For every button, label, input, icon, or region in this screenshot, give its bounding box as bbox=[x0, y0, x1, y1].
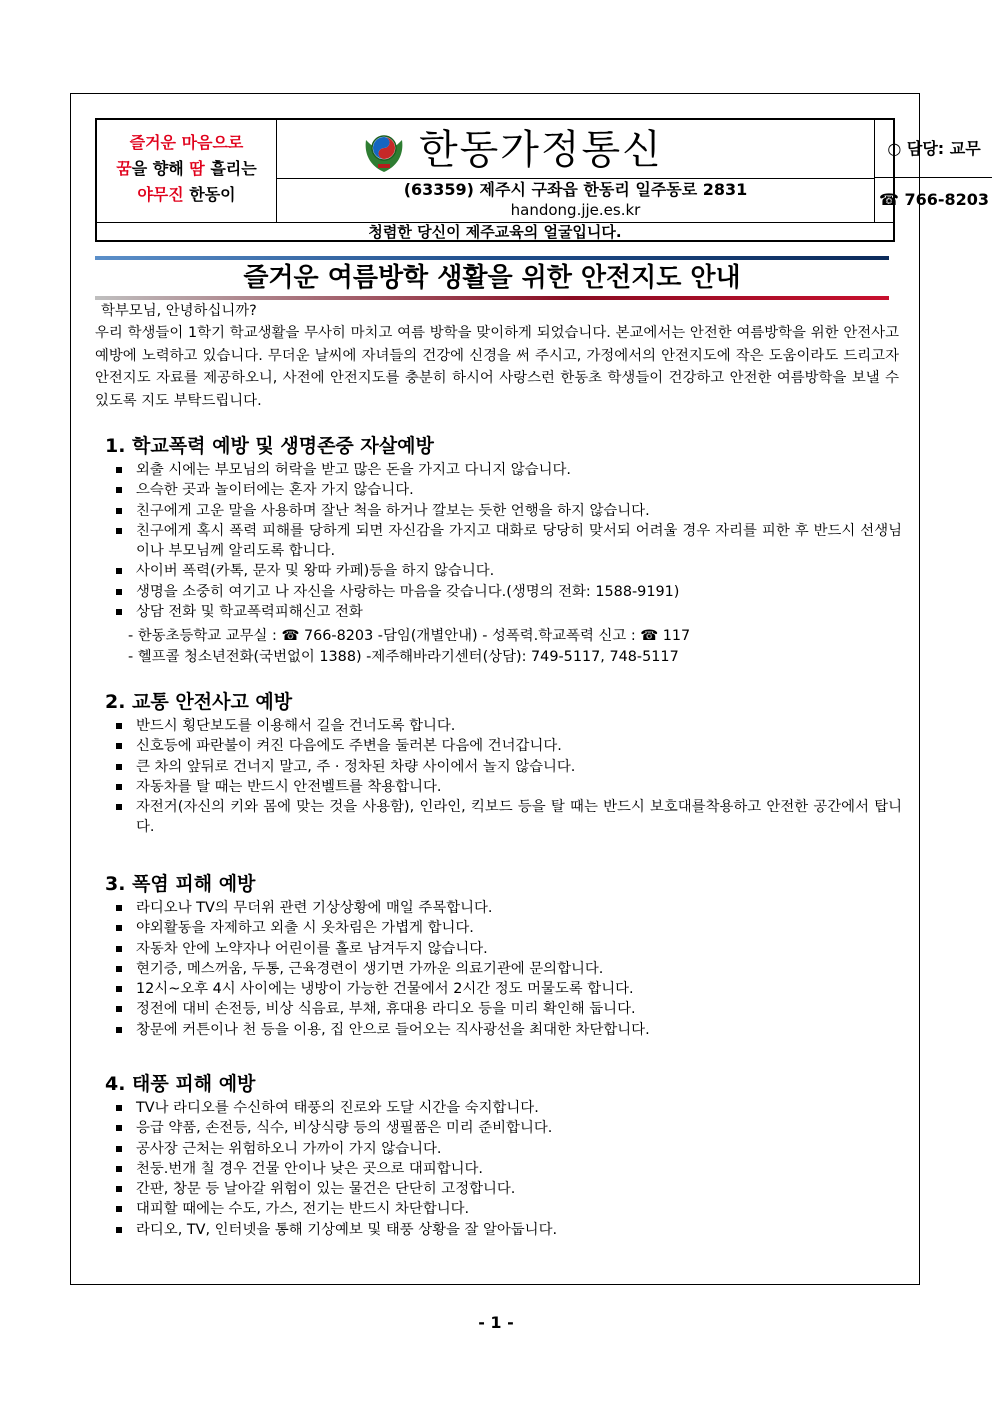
bullet-icon bbox=[116, 804, 122, 810]
section-title: 3. 폭염 피해 예방 bbox=[105, 873, 256, 895]
bullet-icon bbox=[116, 1105, 122, 1111]
newsletter-title: 한동가정통신 bbox=[419, 127, 663, 173]
section-2-list bbox=[112, 716, 902, 838]
bullet-icon bbox=[116, 528, 122, 534]
bullet-icon bbox=[116, 723, 122, 729]
bullet-icon bbox=[116, 925, 122, 931]
list-item: 생명을 소중히 여기고 나 자신을 사랑하는 마음을 갖습니다.(생명의 전화: 1588-9191) bbox=[112, 582, 902, 602]
bullet-icon bbox=[116, 905, 122, 911]
bullet-icon bbox=[116, 487, 122, 493]
main-title: 즐거운 여름방학 생활을 위한 안전지도 안내 bbox=[243, 263, 741, 293]
bullet-icon bbox=[116, 784, 122, 790]
list-item: 현기증, 메스꺼움, 두통, 근육경련이 생기면 가까운 의료기관에 문의합니다. bbox=[112, 959, 902, 979]
greeting: 학부모님, 안녕하십니까? bbox=[101, 303, 257, 319]
bullet-icon bbox=[116, 467, 122, 473]
school-emblem-icon bbox=[360, 128, 408, 176]
school-address-block bbox=[277, 180, 874, 220]
bullet-icon bbox=[116, 1006, 122, 1012]
list-item: 응급 약품, 손전등, 식수, 비상식량 등의 생필품은 미리 준비합니다. bbox=[112, 1118, 902, 1138]
page-number: - 1 - bbox=[478, 1313, 514, 1332]
school-url: handong.jje.es.kr bbox=[510, 201, 641, 219]
section-title: 4. 태풍 피해 예방 bbox=[105, 1073, 256, 1095]
header-motto: 청렴한 당신이 제주교육의 얼굴입니다. bbox=[97, 222, 893, 241]
bullet-icon bbox=[116, 1186, 122, 1192]
list-item: 간판, 창문 등 날아갈 위험이 있는 물건은 단단히 고정합니다. bbox=[112, 1179, 902, 1199]
list-item: 천둥.번개 칠 경우 건물 안이나 낮은 곳으로 대피합니다. bbox=[112, 1159, 902, 1179]
newsletter-header bbox=[95, 118, 990, 242]
list-item: 야외활동을 자제하고 외출 시 옷차림은 가볍게 합니다. bbox=[112, 918, 902, 938]
school-address: (63359) 제주시 구좌읍 한동리 일주동로 2831 bbox=[403, 180, 748, 199]
list-item: 친구에게 혹시 폭력 피해를 당하게 되면 자신감을 가지고 대화로 당당히 맞서되 어려울 경우 자리를 피한 후 반드시 선생님이나 부모님께 알리도록 합니다. bbox=[112, 521, 902, 562]
list-item: 반드시 횡단보도를 이용해서 길을 건너도록 합니다. bbox=[112, 716, 902, 736]
list-item: 자전거(자신의 키와 몸에 맞는 것을 사용함), 인라인, 킥보드 등을 탈 때는 반드시 보호대를착용하고 안전한 공간에서 탑니다. bbox=[112, 797, 902, 838]
section-title: 1. 학교폭력 예방 및 생명존중 자살예방 bbox=[105, 435, 434, 457]
contact-phone: ☎ 766-8203 bbox=[874, 178, 992, 222]
list-item: 큰 차의 앞뒤로 건너지 말고, 주 · 정차된 차량 사이에서 놀지 않습니다. bbox=[112, 757, 902, 777]
list-item: 상담 전화 및 학교폭력피해신고 전화 bbox=[112, 602, 902, 622]
list-item: 라디오, TV, 인터넷을 통해 기상예보 및 태풍 상황을 잘 알아둡니다. bbox=[112, 1220, 902, 1240]
bullet-icon bbox=[116, 986, 122, 992]
section-4-list bbox=[112, 1098, 902, 1240]
bullet-icon bbox=[116, 1227, 122, 1233]
list-item: 정전에 대비 손전등, 비상 식음료, 부채, 휴대용 라디오 등을 미리 확인해 둡니다. bbox=[112, 999, 902, 1019]
bullet-icon bbox=[116, 946, 122, 952]
bullet-icon bbox=[116, 1027, 122, 1033]
list-item: 창문에 커튼이나 천 등을 이용, 집 안으로 들어오는 직사광선을 최대한 차단합니다. bbox=[112, 1020, 902, 1040]
bullet-icon bbox=[116, 1166, 122, 1172]
list-item: 자동차를 탈 때는 반드시 안전벨트를 착용합니다. bbox=[112, 777, 902, 797]
school-slogan: 즐거운 마음으로 꿈을 향해 땀 흘리는 야무진 한동이 bbox=[97, 120, 277, 222]
section-1-list bbox=[112, 460, 902, 622]
bullet-icon bbox=[116, 508, 122, 514]
list-item: 대피할 때에는 수도, 가스, 전기는 반드시 차단합니다. bbox=[112, 1199, 902, 1219]
list-item: 공사장 근처는 위험하오니 가까이 가지 않습니다. bbox=[112, 1139, 902, 1159]
title-top-rule bbox=[95, 256, 889, 260]
bullet-icon bbox=[116, 589, 122, 595]
bullet-icon bbox=[116, 966, 122, 972]
header-center bbox=[277, 120, 874, 222]
section-3-list bbox=[112, 898, 902, 1040]
list-item: 사이버 폭력(카톡, 문자 및 왕따 카페)등을 하지 않습니다. bbox=[112, 561, 902, 581]
intro-text bbox=[95, 300, 899, 412]
list-item: 신호등에 파란불이 켜진 다음에도 주변을 둘러본 다음에 건너갑니다. bbox=[112, 736, 902, 756]
list-item: 으슥한 곳과 놀이터에는 혼자 가지 않습니다. bbox=[112, 480, 902, 500]
contact-role: ○ 담당: 교무 bbox=[874, 120, 992, 178]
hotline-line-2: - 헬프콜 청소년전화(국번없이 1388) -제주해바라기센터(상담): 749-5117, 748-5117 bbox=[128, 649, 679, 665]
list-item: 외출 시에는 부모님의 허락을 받고 많은 돈을 가지고 다니지 않습니다. bbox=[112, 460, 902, 480]
list-item: 12시~오후 4시 사이에는 냉방이 가능한 건물에서 2시간 정도 머물도록 합니다. bbox=[112, 979, 902, 999]
bullet-icon bbox=[116, 764, 122, 770]
title-row bbox=[277, 120, 874, 179]
list-item: TV나 라디오를 수신하여 태풍의 진로와 도달 시간을 숙지합니다. bbox=[112, 1098, 902, 1118]
list-item: 자동차 안에 노약자나 어린이를 홀로 남겨두지 않습니다. bbox=[112, 939, 902, 959]
intro-body: 우리 학생들이 1학기 학교생활을 무사히 마치고 여름 방학을 맞이하게 되었습니다. 본교에서는 안전한 여름방학을 위한 안전사고 예방에 노력하고 있습니다. 무더운 날씨에 자녀들의 건강에 신경을 써 주시고, 가정에서의 안전지도에 작은 도움이라도 드리고자 안전지도 자료를 제공하오니, 사전에 안전지도를 충분히 하시어 사랑스런 한동초 학생들이 건강하고 안전한 여름방학을 보낼 수 있도록 지도 부탁드립니다. bbox=[95, 325, 899, 409]
bullet-icon bbox=[116, 743, 122, 749]
list-item: 라디오나 TV의 무더위 관련 기상상황에 매일 주목합니다. bbox=[112, 898, 902, 918]
list-item: 친구에게 고운 말을 사용하며 잘난 척을 하거나 깔보는 듯한 언행을 하지 않습니다. bbox=[112, 501, 902, 521]
hotline-line-1: - 한동초등학교 교무실 : ☎ 766-8203 -담임(개별안내) - 성폭력.학교폭력 신고 : ☎ 117 bbox=[128, 628, 691, 644]
bullet-icon bbox=[116, 568, 122, 574]
bullet-icon bbox=[116, 1146, 122, 1152]
section-title: 2. 교통 안전사고 예방 bbox=[105, 691, 293, 713]
bullet-icon bbox=[116, 1125, 122, 1131]
bullet-icon bbox=[116, 1206, 122, 1212]
bullet-icon bbox=[116, 609, 122, 615]
